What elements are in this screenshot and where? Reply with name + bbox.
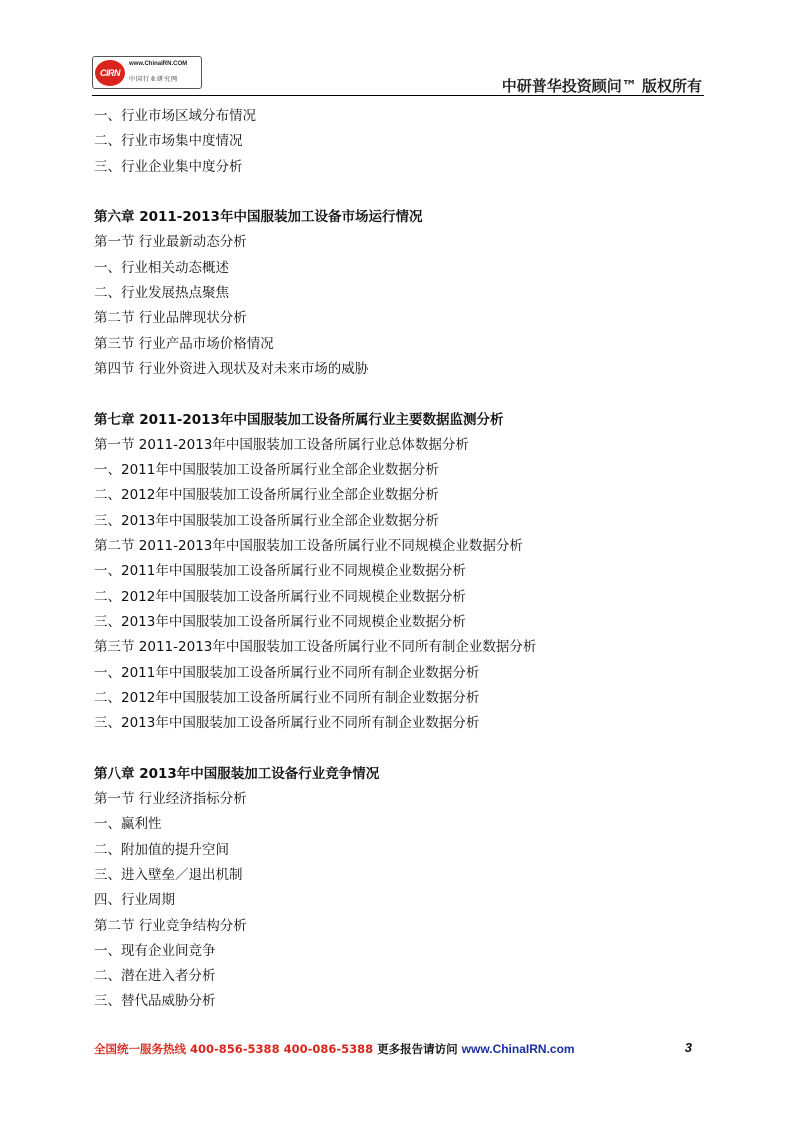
footer-text — [94, 1041, 575, 1057]
toc-entry: 二、2012年中国服装加工设备所属行业不同所有制企业数据分析 — [94, 689, 480, 706]
toc-entry: 二、潜在进入者分析 — [94, 968, 216, 985]
toc-entry: 第三节 2011-2013年中国服装加工设备所属行业不同所有制企业数据分析 — [94, 639, 537, 656]
toc-entry: 三、2013年中国服装加工设备所属行业不同规模企业数据分析 — [94, 613, 466, 630]
header-title: 中研普华投资顾问™ 版权所有 — [501, 77, 702, 95]
footer-more: 更多报告请访问 — [377, 1042, 458, 1056]
logo-name: 中国行业研究网 — [129, 76, 179, 83]
page-footer — [94, 1041, 694, 1059]
toc-entry: 第一节 行业经济指标分析 — [94, 791, 247, 808]
toc-entry: 一、2011年中国服装加工设备所属行业全部企业数据分析 — [94, 462, 439, 479]
blank-line — [94, 180, 714, 205]
toc-entry: 三、进入壁垒／退出机制 — [94, 866, 243, 883]
toc-entry: 二、2012年中国服装加工设备所属行业全部企业数据分析 — [94, 487, 439, 504]
toc-entry: 三、行业企业集中度分析 — [94, 158, 243, 175]
table-of-contents — [94, 104, 714, 1015]
chapter-heading: 第七章 2011-2013年中国服装加工设备所属行业主要数据监测分析 — [94, 411, 504, 428]
blank-line — [94, 382, 714, 407]
chapter-heading: 第八章 2013年中国服装加工设备行业竞争情况 — [94, 765, 380, 782]
toc-entry: 二、附加值的提升空间 — [94, 841, 229, 858]
toc-entry: 一、行业市场区域分布情况 — [94, 108, 256, 124]
toc-entry: 第二节 行业竞争结构分析 — [94, 917, 247, 934]
toc-entry: 四、行业周期 — [94, 892, 175, 909]
toc-entry: 二、行业市场集中度情况 — [94, 133, 243, 150]
toc-entry: 一、现有企业间竞争 — [94, 942, 216, 959]
toc-entry: 二、2012年中国服装加工设备所属行业不同规模企业数据分析 — [94, 588, 466, 605]
toc-entry: 第一节 2011-2013年中国服装加工设备所属行业总体数据分析 — [94, 436, 469, 453]
toc-entry: 第四节 行业外资进入现状及对未来市场的威胁 — [94, 360, 369, 377]
blank-line — [94, 736, 714, 761]
logo-mark: CIRN — [95, 60, 125, 86]
toc-entry: 一、赢利性 — [94, 816, 162, 833]
footer-url[interactable]: www.ChinaIRN.com — [461, 1042, 575, 1056]
page-header — [92, 55, 704, 97]
toc-entry: 三、替代品威胁分析 — [94, 993, 216, 1010]
logo-url: www.ChinaIRN.COM — [129, 61, 188, 67]
toc-entry: 一、2011年中国服装加工设备所属行业不同所有制企业数据分析 — [94, 664, 480, 681]
toc-entry: 第三节 行业产品市场价格情况 — [94, 335, 274, 352]
toc-entry: 二、行业发展热点聚焦 — [94, 285, 229, 302]
toc-entry: 三、2013年中国服装加工设备所属行业不同所有制企业数据分析 — [94, 715, 480, 732]
page-number: 3 — [684, 1040, 692, 1055]
toc-entry: 第一节 行业最新动态分析 — [94, 234, 247, 251]
chapter-heading: 第六章 2011-2013年中国服装加工设备市场运行情况 — [94, 209, 423, 226]
footer-hotline: 全国统一服务热线 400-856-5388 400-086-5388 — [94, 1042, 374, 1056]
toc-entry: 第二节 2011-2013年中国服装加工设备所属行业不同规模企业数据分析 — [94, 538, 523, 555]
toc-entry: 第二节 行业品牌现状分析 — [94, 310, 247, 327]
header-divider — [92, 95, 704, 96]
toc-entry: 一、行业相关动态概述 — [94, 259, 229, 276]
toc-entry: 一、2011年中国服装加工设备所属行业不同规模企业数据分析 — [94, 563, 466, 580]
toc-entry: 三、2013年中国服装加工设备所属行业全部企业数据分析 — [94, 512, 439, 529]
company-logo — [92, 56, 202, 89]
